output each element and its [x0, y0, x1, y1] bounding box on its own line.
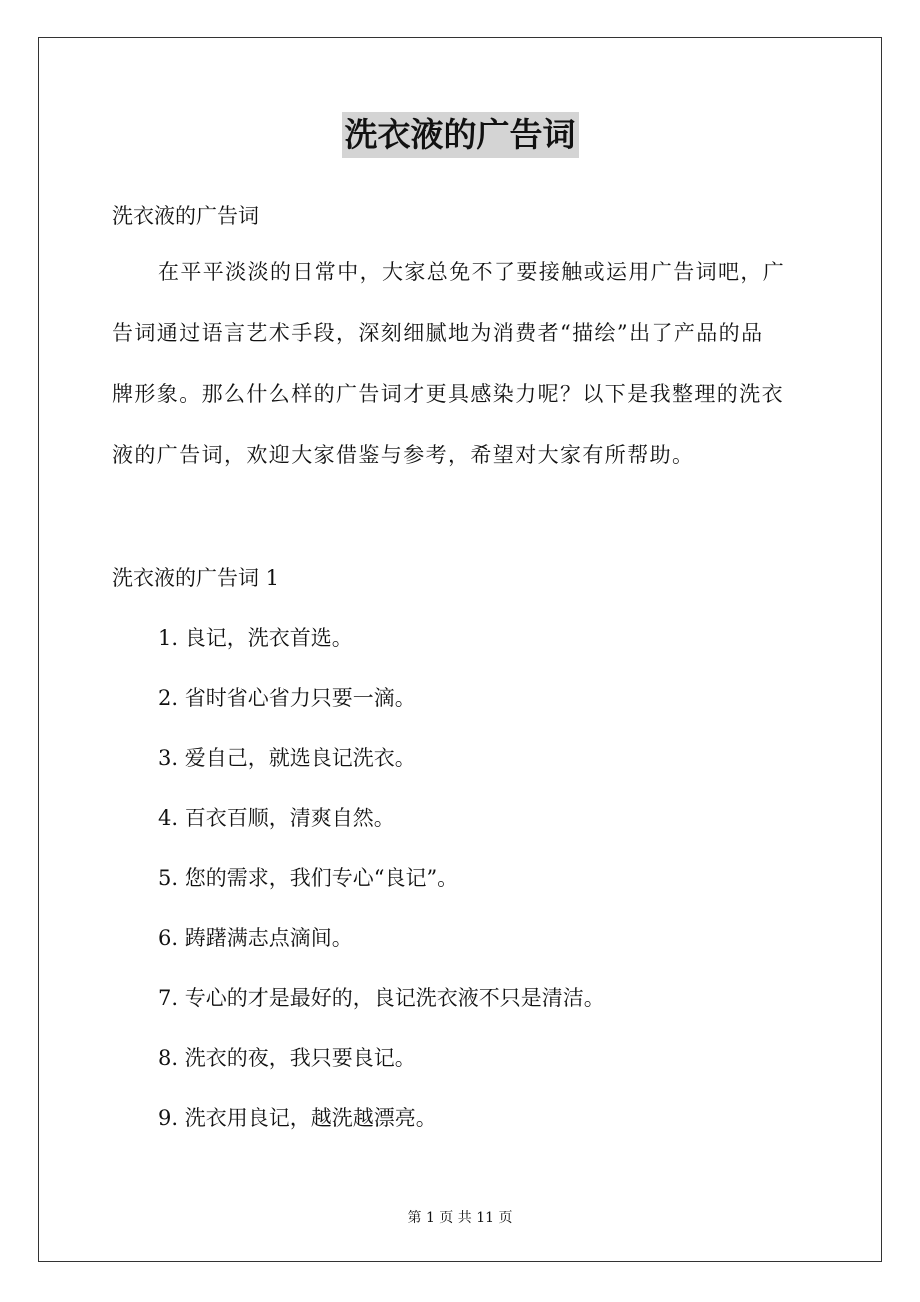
list-item-6: 6. 踌躇满志点滴间。	[158, 926, 353, 950]
list-item-8: 8. 洗衣的夜，我只要良记。	[158, 1046, 416, 1070]
list-item-2: 2. 省时省心省力只要一滴。	[158, 686, 416, 710]
intro-line-4: 液的广告词，欢迎大家借鉴与参考，希望对大家有所帮助。	[112, 443, 695, 467]
document-title: 洗衣液的广告词	[342, 112, 579, 158]
intro-line-2: 告词通过语言艺术手段，深刻细腻地为消费者“描绘”出了产品的品	[112, 321, 764, 345]
title-container	[0, 112, 920, 158]
list-item-4: 4. 百衣百顺，清爽自然。	[158, 806, 395, 830]
list-item-7: 7. 专心的才是最好的，良记洗衣液不只是清洁。	[158, 986, 605, 1010]
section-heading: 洗衣液的广告词 1	[112, 566, 280, 590]
subtitle: 洗衣液的广告词	[112, 204, 259, 228]
list-item-1: 1. 良记，洗衣首选。	[158, 626, 353, 650]
intro-line-3: 牌形象。那么什么样的广告词才更具感染力呢？以下是我整理的洗衣	[112, 382, 784, 406]
list-item-5: 5. 您的需求，我们专心“良记”。	[158, 866, 459, 890]
list-item-3: 3. 爱自己，就选良记洗衣。	[158, 746, 416, 770]
intro-line-1: 在平平淡淡的日常中，大家总免不了要接触或运用广告词吧，广	[158, 260, 786, 284]
list-item-9: 9. 洗衣用良记，越洗越漂亮。	[158, 1106, 437, 1130]
page-footer: 第 1 页 共 11 页	[407, 1210, 513, 1226]
